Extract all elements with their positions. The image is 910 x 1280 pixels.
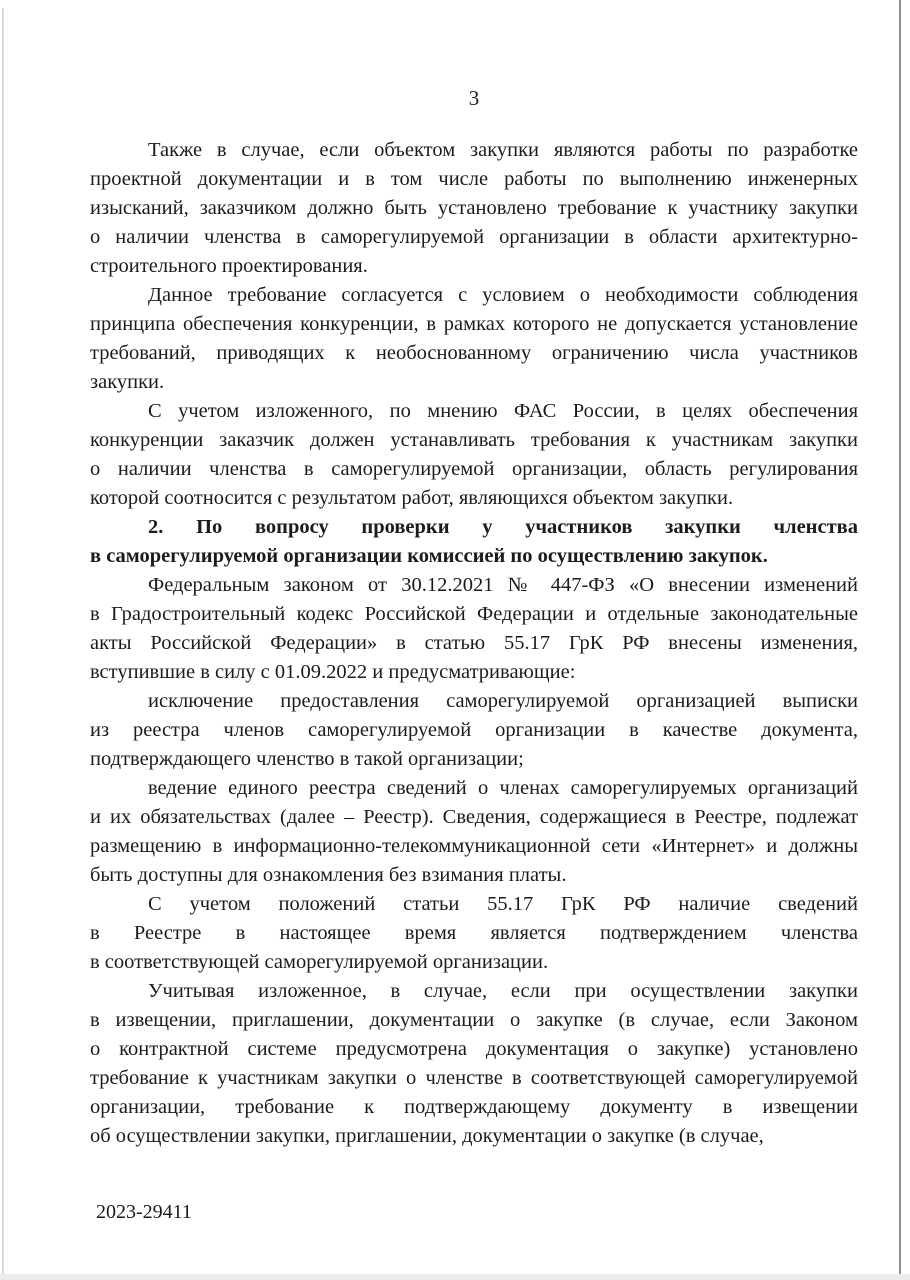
text-line: проектной документации и в том числе работы по выполнению инженерных bbox=[90, 168, 858, 190]
text-line: из реестра членов саморегулируемой организации в качестве документа, bbox=[90, 719, 858, 741]
text-line: о наличии членства в саморегулируемой организации в области архитектурно- bbox=[90, 226, 858, 248]
text-line: организации, требование к подтверждающему документу в извещении bbox=[90, 1096, 858, 1118]
text-line: в соответствующей саморегулируемой организации. bbox=[90, 951, 549, 973]
text-line: закупки. bbox=[90, 371, 165, 393]
text-line: принципа обеспечения конкуренции, в рамках которого не допускается установление bbox=[90, 313, 858, 335]
text-line: требование к участникам закупки о членстве в соответствующей саморегулируемой bbox=[90, 1067, 858, 1089]
text-line: исключение предоставления саморегулируемой организацией выписки bbox=[148, 690, 858, 712]
page-number: 3 bbox=[468, 86, 480, 110]
text-line: подтверждающего членство в такой организации; bbox=[90, 748, 524, 770]
text-line: о наличии членства в саморегулируемой организации, область регулирования bbox=[90, 458, 858, 480]
document-registration-number: 2023-29411 bbox=[96, 1201, 192, 1223]
text-line: требований, приводящих к необоснованному ограничению числа участников bbox=[90, 342, 858, 364]
scan-right-edge bbox=[899, 0, 901, 1280]
text-line: об осуществлении закупки, приглашении, документации о закупке (в случае, bbox=[90, 1125, 764, 1147]
text-line: ведение единого реестра сведений о членах саморегулируемых организаций bbox=[148, 777, 858, 799]
section-heading-line: в саморегулируемой организации комиссией по осуществлению закупок. bbox=[90, 545, 768, 567]
text-line: изысканий, заказчиком должно быть установлено требование к участнику закупки bbox=[90, 197, 858, 219]
text-line: о контрактной системе предусмотрена документация о закупке) установлено bbox=[90, 1038, 858, 1060]
text-line: конкуренции заказчик должен устанавливать требования к участникам закупки bbox=[90, 429, 858, 451]
text-line: в Градостроительный кодекс Российской Федерации и отдельные законодательные bbox=[90, 603, 858, 625]
scan-left-edge bbox=[2, 8, 4, 1280]
text-line: С учетом изложенного, по мнению ФАС России, в целях обеспечения bbox=[148, 400, 858, 422]
text-line: размещению в информационно-телекоммуникационной сети «Интернет» и должны bbox=[90, 835, 858, 857]
text-line: в Реестре в настоящее время является подтверждением членства bbox=[90, 922, 858, 944]
text-line: С учетом положений статьи 55.17 ГрК РФ наличие сведений bbox=[148, 893, 858, 915]
section-heading-line: 2. По вопросу проверки у участников закупки членства bbox=[148, 516, 858, 538]
text-line: быть доступны для ознакомления без взимания платы. bbox=[90, 864, 567, 886]
scan-bottom-edge bbox=[0, 1274, 910, 1280]
text-line: которой соотносится с результатом работ, являющихся объектом закупки. bbox=[90, 487, 734, 509]
text-line: строительного проектирования. bbox=[90, 255, 368, 277]
text-line: вступившие в силу с 01.09.2022 и предусматривающие: bbox=[90, 661, 576, 683]
text-line: Также в случае, если объектом закупки являются работы по разработке bbox=[148, 139, 858, 161]
text-line: и их обязательствах (далее – Реестр). Сведения, содержащиеся в Реестре, подлежат bbox=[90, 806, 858, 828]
text-line: в извещении, приглашении, документации о закупке (в случае, если Законом bbox=[90, 1009, 858, 1031]
text-line: акты Российской Федерации» в статью 55.17 ГрК РФ внесены изменения, bbox=[90, 632, 858, 654]
text-line: Учитывая изложенное, в случае, если при осуществлении закупки bbox=[148, 980, 858, 1002]
document-body bbox=[90, 136, 858, 1151]
text-line: Федеральным законом от 30.12.2021 № 447-ФЗ «О внесении изменений bbox=[148, 574, 858, 596]
text-line: Данное требование согласуется с условием о необходимости соблюдения bbox=[148, 284, 858, 306]
